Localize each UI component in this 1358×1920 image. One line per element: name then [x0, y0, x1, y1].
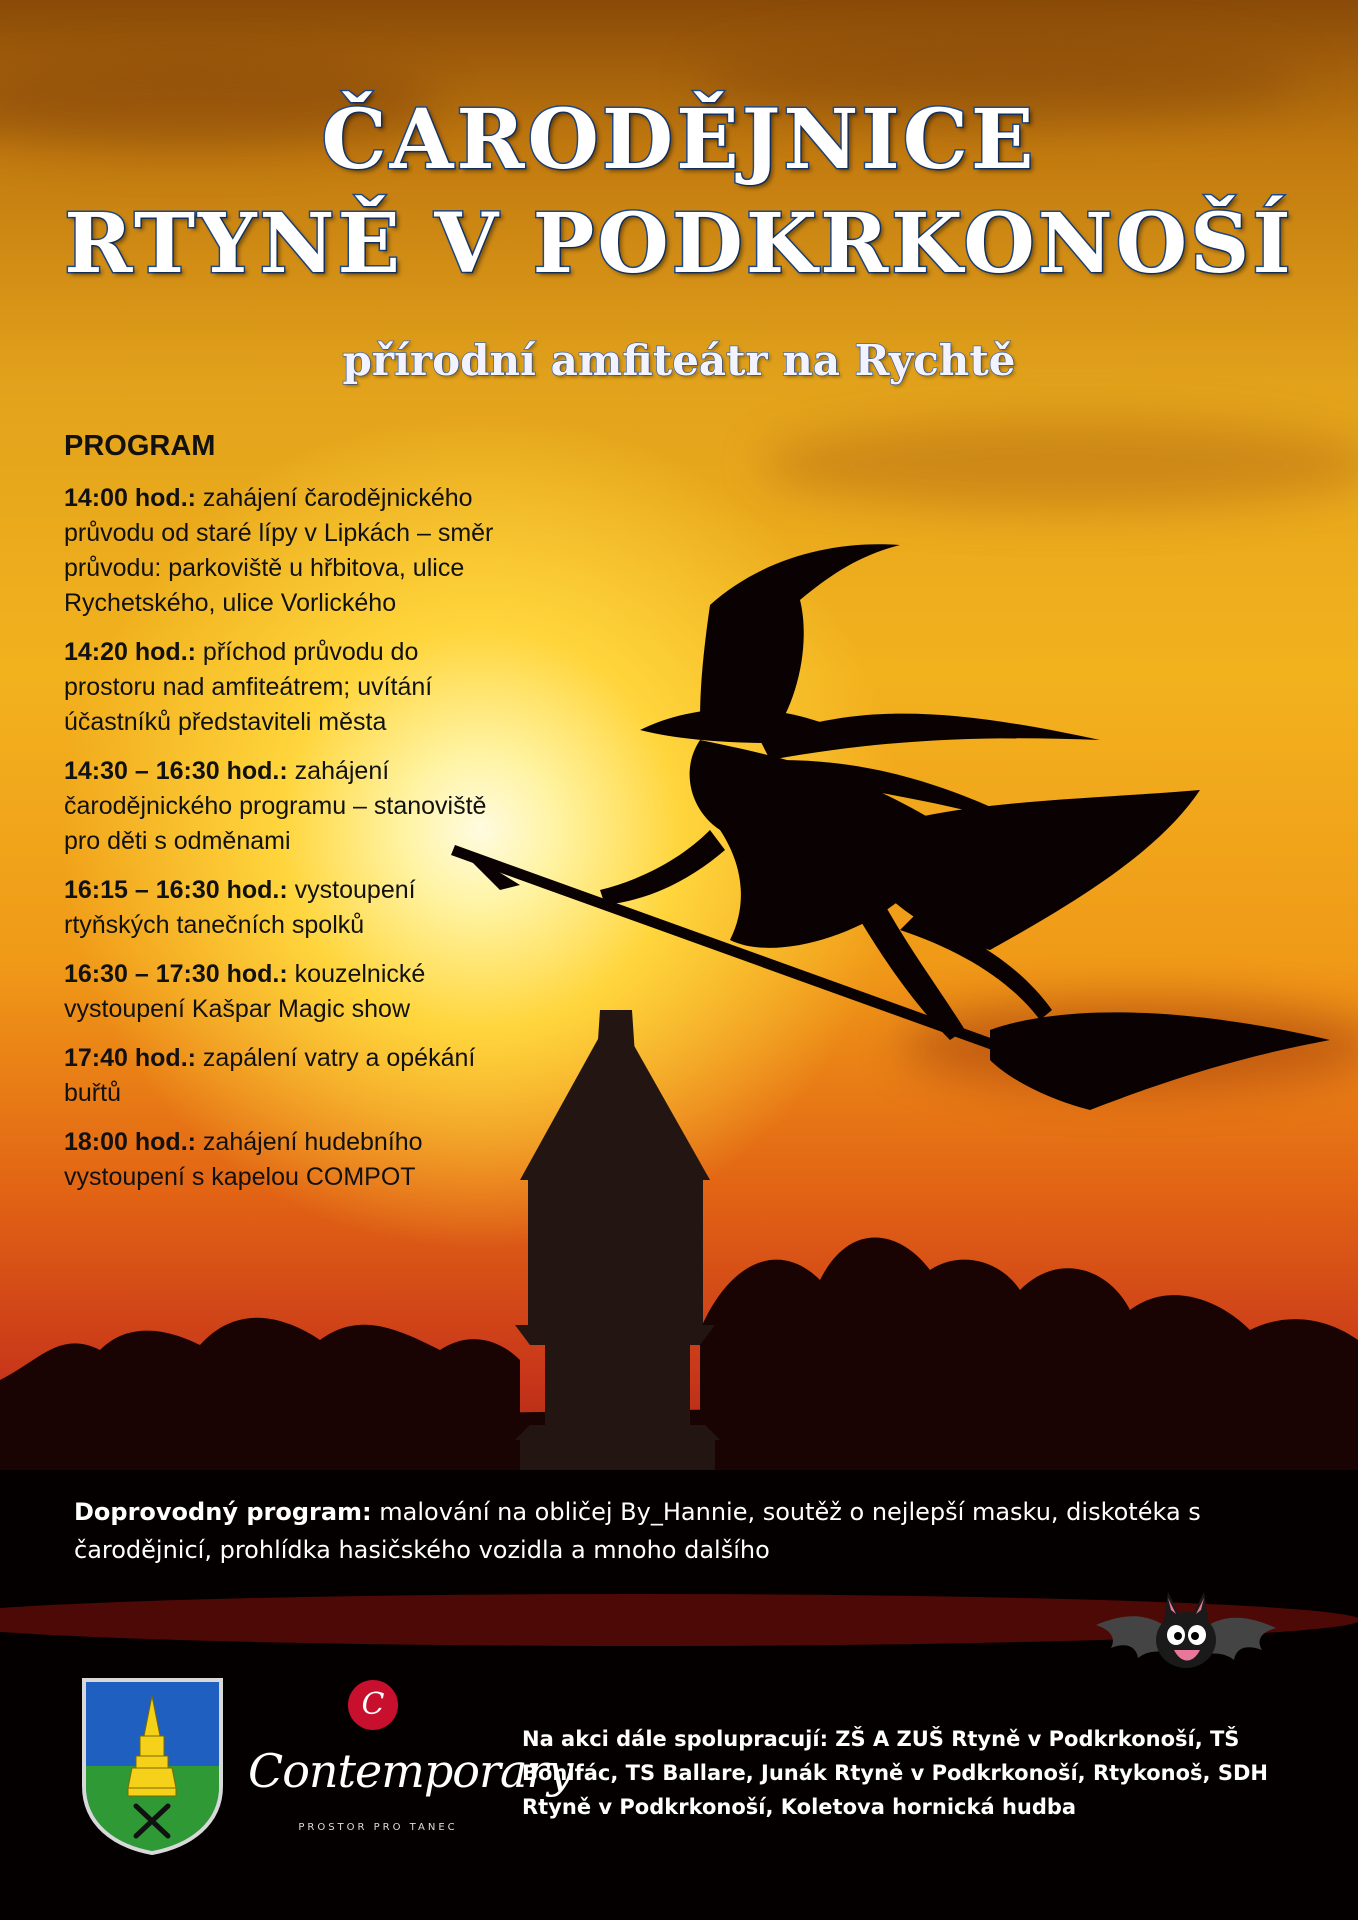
program-item-time: 14:00 hod.:: [64, 484, 196, 512]
bat-icon: [1076, 1580, 1286, 1690]
program-item-text: zahájení čarodějnického programu – stanoviště pro děti s odměnami: [64, 757, 487, 855]
program-item-text: zahájení čarodějnického průvodu od staré lípy v Lipkách – směr průvodu: parkoviště u hřbitova, ulice Rychetského, ulice Vorlického: [64, 484, 494, 617]
program-item-text: vystoupení rtyňských tanečních spolků: [64, 876, 416, 939]
program-item: [64, 873, 504, 943]
contemporary-tagline: PROSTOR PRO TANEC: [298, 1822, 458, 1833]
program-item-time: 16:15 – 16:30 hod.:: [64, 876, 288, 904]
contemporary-logo: [248, 1680, 573, 1840]
program-item-time: 17:40 hod.:: [64, 1044, 196, 1072]
contemporary-wordmark: Contemporary: [248, 1744, 573, 1798]
program-item: [64, 1041, 504, 1111]
event-venue: přírodní amfiteátr na Rychtě: [342, 336, 1016, 385]
program-item-time: 14:20 hod.:: [64, 638, 196, 666]
event-location: RTYNĚ V PODKRKONOŠÍ: [64, 196, 1294, 292]
program-item: [64, 635, 504, 740]
program-item: [64, 481, 504, 621]
program-item: [64, 957, 504, 1027]
coat-of-arms-icon: [80, 1676, 225, 1856]
accompanying-program-text: malování na obličej By_Hannie, soutěž o nejlepší masku, diskotéka s čarodějnicí, prohlídka hasičského vozidla a mnoho dalšího: [74, 1498, 1201, 1564]
bell-tower-icon: [515, 1010, 720, 1480]
program-item-text: kouzelnické vystoupení Kašpar Magic show: [64, 960, 426, 1023]
witch-silhouette-icon: [451, 544, 1330, 1110]
program-item: [64, 754, 504, 859]
program-item-text: zapálení vatry a opékání buřtů: [64, 1044, 476, 1107]
program-item-time: 18:00 hod.:: [64, 1128, 196, 1156]
accompanying-program-label: Doprovodný program:: [74, 1498, 372, 1526]
program-heading: PROGRAM: [64, 430, 216, 462]
program-item-time: 14:30 – 16:30 hod.:: [64, 757, 288, 785]
program-item-text: příchod průvodu do prostoru nad amfiteátrem; uvítání účastníků představiteli města: [64, 638, 433, 736]
program-list: [64, 430, 504, 1209]
accompanying-program: [74, 1493, 1314, 1569]
program-item: [64, 1125, 504, 1195]
program-item-text: zahájení hudebního vystoupení s kapelou COMPOT: [64, 1128, 423, 1191]
contemporary-initial: C: [348, 1680, 398, 1730]
program-item-time: 16:30 – 17:30 hod.:: [64, 960, 288, 988]
event-title: ČARODĚJNICE: [321, 92, 1037, 188]
partners-text: Na akci dále spolupracují: ZŠ A ZUŠ Rtyně v Podkrkonoší, TŠ Bonifác, TS Ballare, Junák Rtyně v Podkrkonoší, Rtykonoš, SDH Rtyně v Podkrkonoší, Koletova hornická hudba: [522, 1727, 1268, 1819]
